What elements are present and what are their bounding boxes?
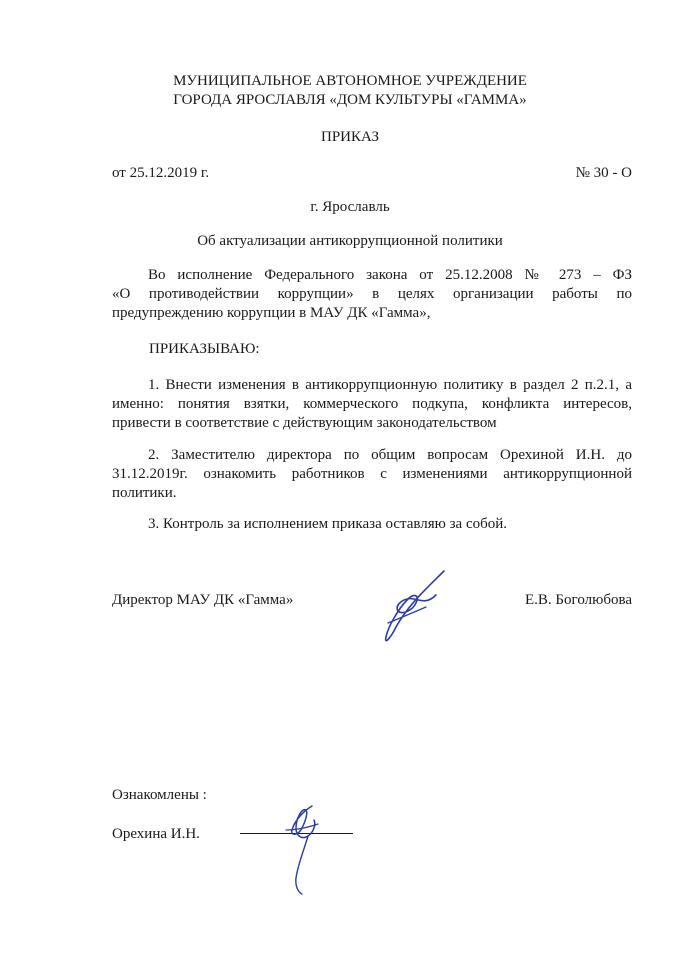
item-2-line-1: 2. Заместителю директора по общим вопросам Орехиной И.Н. до [148, 447, 632, 463]
item-2-line-2: 31.12.2019г. ознакомить работников с изменениями антикоррупционной [112, 466, 632, 482]
preamble-line-3: предупреждению коррупции в МАУ ДК «Гамма», [112, 305, 431, 321]
preamble-line-1: Во исполнение Федерального закона от 25.12.2008 № 273 – ФЗ [148, 267, 632, 283]
order-word: ПРИКАЗЫВАЮ: [149, 341, 260, 357]
acknowledged-signature [272, 800, 332, 900]
director-signature [368, 565, 458, 650]
org-name-line-1: МУНИЦИПАЛЬНОЕ АВТОНОМНОЕ УЧРЕЖДЕНИЕ [173, 73, 527, 89]
acknowledged-name: Орехина И.Н. [112, 826, 200, 842]
doc-type-title: ПРИКАЗ [321, 129, 379, 145]
preamble [112, 266, 632, 323]
preamble-line-2: «О противодействии коррупции» в целях организации работы по [112, 286, 632, 302]
order-item-3: 3. Контроль за исполнением приказа оставляю за собой. [148, 516, 508, 532]
item-1-line-3: привести в соответствие с действующим законодательством [112, 415, 497, 431]
order-item-2 [112, 446, 632, 503]
city: г. Ярославль [310, 199, 390, 215]
order-item-1 [112, 376, 632, 433]
acknowledged-label: Ознакомлены : [112, 787, 207, 803]
item-1-line-1: 1. Внести изменения в антикоррупционную политику в раздел 2 п.2.1, а [148, 377, 632, 393]
org-name-line-2: ГОРОДА ЯРОСЛАВЛЯ «ДОМ КУЛЬТУРЫ «ГАММА» [173, 92, 527, 108]
order-date: от 25.12.2019 г. [112, 165, 210, 181]
order-number: № 30 - О [575, 165, 632, 181]
signatory-position: Директор МАУ ДК «Гамма» [112, 592, 294, 608]
signatory-name: Е.В. Боголюбова [525, 592, 632, 608]
item-2-line-3: политики. [112, 485, 177, 501]
order-subject: Об актуализации антикоррупционной политики [197, 233, 503, 249]
item-1-line-2: именно: понятия взятки, коммерческого подкупа, конфликта интересов, [112, 396, 632, 412]
